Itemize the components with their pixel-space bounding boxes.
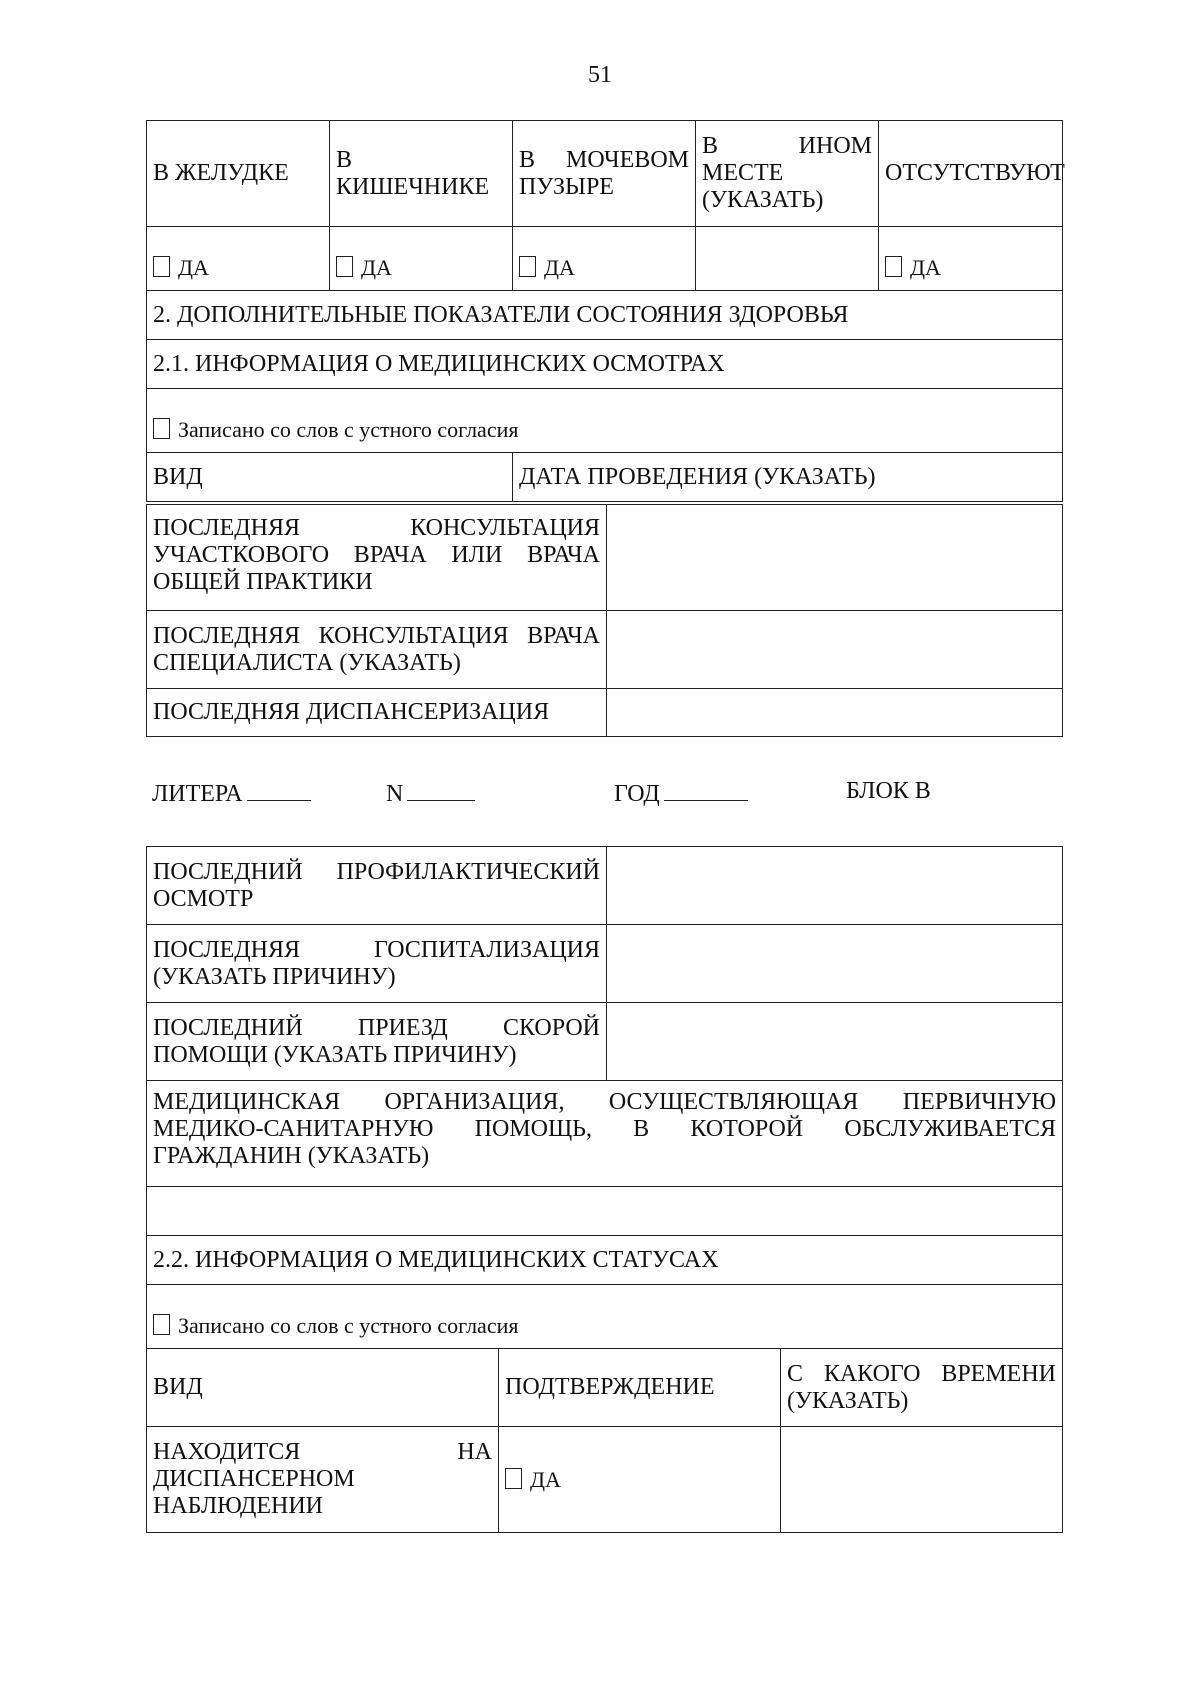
intestine-yes-checkbox[interactable] — [336, 256, 353, 277]
oral-consent-label-2: Записано со слов с устного согласия — [178, 1313, 519, 1338]
yes-label: ДА — [910, 255, 941, 280]
col-date-header: ДАТА ПРОВЕДЕНИЯ (УКАЗАТЬ) — [513, 453, 1063, 502]
yes-label: ДА — [544, 255, 575, 280]
litera-field: ЛИТЕРА — [152, 778, 311, 808]
row-specialist-consultation: ПОСЛЕДНЯЯ КОНСУЛЬТАЦИЯ ВРАЧА СПЕЦИАЛИСТА (УКАЗАТЬ) — [147, 611, 607, 689]
medical-table-lower — [146, 846, 1063, 1349]
exam-dates-table — [146, 504, 1063, 737]
hospitalization-date-input[interactable] — [607, 925, 1063, 1003]
absent-yes-cell — [879, 227, 1063, 291]
year-field: ГОД — [614, 778, 748, 808]
ambulance-date-input[interactable] — [607, 1003, 1063, 1081]
medical-status-table — [146, 1348, 1063, 1533]
observation-since-input[interactable] — [781, 1427, 1063, 1533]
status-col-confirm-header: ПОДТВЕРЖДЕНИЕ — [499, 1349, 781, 1427]
status-col-type-header: ВИД — [147, 1349, 499, 1427]
status-col-since-header: С КАКОГО ВРЕМЕНИ (УКАЗАТЬ) — [781, 1349, 1063, 1427]
medical-table-upper — [146, 120, 1063, 502]
number-field: N — [386, 778, 475, 808]
section-2-2-title: 2.2. ИНФОРМАЦИЯ О МЕДИЦИНСКИХ СТАТУСАХ — [147, 1236, 1063, 1285]
col-type-header: ВИД — [147, 453, 513, 502]
specialist-consultation-date-input[interactable] — [607, 611, 1063, 689]
gp-consultation-date-input[interactable] — [607, 505, 1063, 611]
year-blank[interactable] — [664, 778, 748, 801]
oral-consent-row-2 — [147, 1285, 1063, 1349]
location-stomach-header: В ЖЕЛУДКЕ — [147, 121, 330, 227]
stomach-yes-cell — [147, 227, 330, 291]
row-dispensary-observation: НАХОДИТСЯ НА ДИСПАНСЕРНОМ НАБЛЮДЕНИИ — [147, 1427, 499, 1533]
observation-confirm-cell — [499, 1427, 781, 1533]
bladder-yes-cell — [513, 227, 696, 291]
location-other-header: В ИНОМ МЕСТЕ (УКАЗАТЬ) — [696, 121, 879, 227]
bladder-yes-checkbox[interactable] — [519, 256, 536, 277]
row-medical-organization: МЕДИЦИНСКАЯ ОРГАНИЗАЦИЯ, ОСУЩЕСТВЛЯЮЩАЯ ПЕРВИЧНУЮ МЕДИКО-САНИТАРНУЮ ПОМОЩЬ, В КОТОРОЙ ОБСЛУЖИВАЕТСЯ ГРАЖДАНИН (УКАЗАТЬ) — [147, 1081, 1063, 1187]
other-location-input-cell[interactable] — [696, 227, 879, 291]
location-intestine-header: В КИШЕЧНИКЕ — [330, 121, 513, 227]
dispensary-date-input[interactable] — [607, 689, 1063, 737]
prophylactic-exam-date-input[interactable] — [607, 847, 1063, 925]
number-blank[interactable] — [407, 778, 475, 801]
oral-consent-checkbox[interactable] — [153, 418, 170, 439]
row-ambulance: ПОСЛЕДНИЙ ПРИЕЗД СКОРОЙ ПОМОЩИ (УКАЗАТЬ ПРИЧИНУ) — [147, 1003, 607, 1081]
oral-consent-label: Записано со слов с устного согласия — [178, 417, 519, 442]
medical-organization-input[interactable] — [147, 1187, 1063, 1236]
intestine-yes-cell — [330, 227, 513, 291]
litera-blank[interactable] — [247, 778, 311, 801]
row-dispensary: ПОСЛЕДНЯЯ ДИСПАНСЕРИЗАЦИЯ — [147, 689, 607, 737]
oral-consent-row — [147, 389, 1063, 453]
row-prophylactic-exam: ПОСЛЕДНИЙ ПРОФИЛАКТИЧЕСКИЙ ОСМОТР — [147, 847, 607, 925]
oral-consent-checkbox-2[interactable] — [153, 1314, 170, 1335]
section-2-1-title: 2.1. ИНФОРМАЦИЯ О МЕДИЦИНСКИХ ОСМОТРАХ — [147, 340, 1063, 389]
absent-yes-checkbox[interactable] — [885, 256, 902, 277]
section-2-title: 2. ДОПОЛНИТЕЛЬНЫЕ ПОКАЗАТЕЛИ СОСТОЯНИЯ ЗДОРОВЬЯ — [147, 291, 1063, 340]
observation-yes-checkbox[interactable] — [505, 1468, 522, 1489]
yes-label: ДА — [530, 1466, 561, 1492]
stomach-yes-checkbox[interactable] — [153, 256, 170, 277]
yes-label: ДА — [361, 255, 392, 280]
page-number: 51 — [588, 62, 612, 88]
block-label: БЛОК В — [846, 778, 931, 804]
location-absent-header: ОТСУТСТВУЮТ — [879, 121, 1063, 227]
location-bladder-header: В МОЧЕВОМ ПУЗЫРЕ — [513, 121, 696, 227]
yes-label: ДА — [178, 255, 209, 280]
row-gp-consultation: ПОСЛЕДНЯЯ КОНСУЛЬТАЦИЯ УЧАСТКОВОГО ВРАЧА ИЛИ ВРАЧА ОБЩЕЙ ПРАКТИКИ — [147, 505, 607, 611]
row-hospitalization: ПОСЛЕДНЯЯ ГОСПИТАЛИЗАЦИЯ (УКАЗАТЬ ПРИЧИНУ) — [147, 925, 607, 1003]
